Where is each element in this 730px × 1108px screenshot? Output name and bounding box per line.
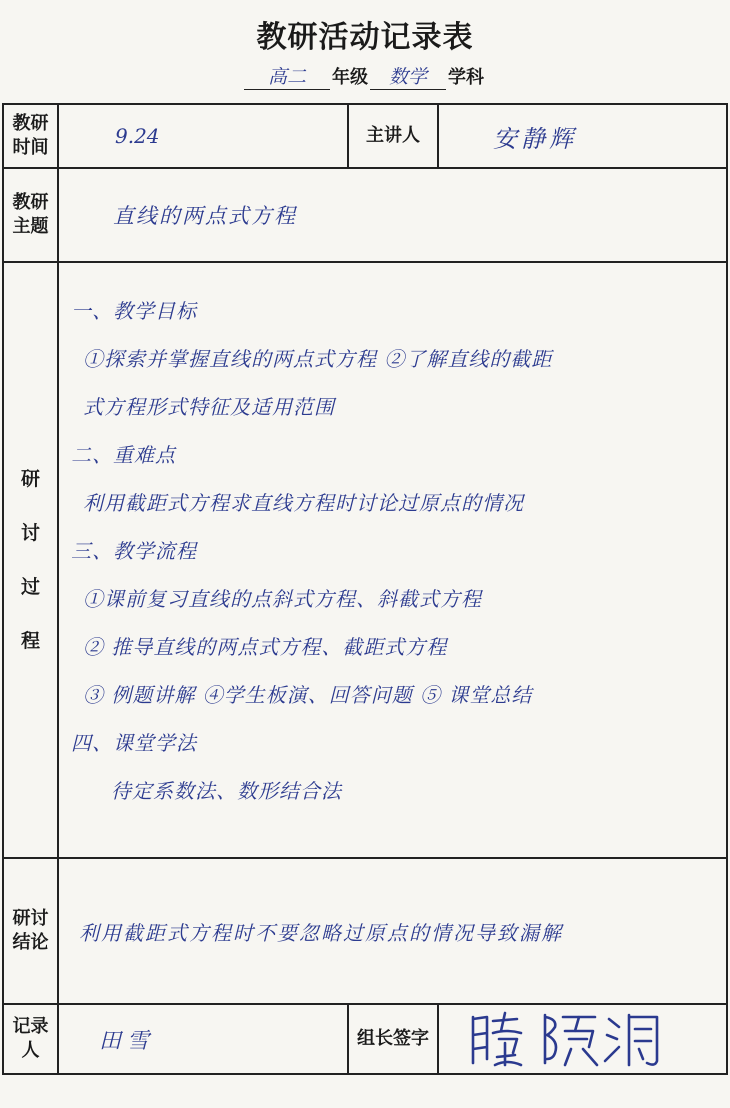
discussion-line: 四、课堂学法 xyxy=(71,731,197,755)
topic-label-text: 教研主题 xyxy=(12,192,49,237)
topic-label xyxy=(3,168,58,262)
time-label xyxy=(3,104,58,168)
recorder-label-text: 记录人 xyxy=(12,1016,49,1061)
row-conclusion xyxy=(3,858,727,1004)
leader-signature-field[interactable] xyxy=(438,1004,727,1074)
speaker-label: 主讲人 xyxy=(348,104,438,168)
page-title: 教研活动记录表 xyxy=(256,20,474,55)
discussion-line: 式方程形式特征及适用范围 xyxy=(83,395,335,419)
discussion-line: ② 推导直线的两点式方程、截距式方程 xyxy=(83,635,448,659)
grade-subject-line xyxy=(0,62,730,90)
time-field[interactable]: 9.24 xyxy=(58,104,348,168)
discussion-label-char: 讨 xyxy=(20,522,40,544)
row-discussion xyxy=(3,262,727,858)
discussion-line: 待定系数法、数形结合法 xyxy=(111,779,342,803)
leader-signature xyxy=(459,1009,699,1069)
subject-field[interactable]: 数学 xyxy=(370,62,446,90)
conclusion-label xyxy=(3,858,58,1004)
speaker-field[interactable]: 安静辉 xyxy=(438,104,727,168)
discussion-line: 一、教学目标 xyxy=(71,299,197,323)
time-label-text: 教研时间 xyxy=(12,113,49,158)
row-time xyxy=(3,104,727,168)
discussion-label-char: 过 xyxy=(20,576,40,598)
recorder-label xyxy=(3,1004,58,1074)
discussion-line: 二、重难点 xyxy=(71,443,176,467)
discussion-label xyxy=(3,262,58,858)
leader-label: 组长签字 xyxy=(348,1004,438,1074)
recorder-field[interactable]: 田雪 xyxy=(58,1004,348,1074)
discussion-content[interactable] xyxy=(58,262,727,858)
row-topic xyxy=(3,168,727,262)
discussion-label-char: 程 xyxy=(20,630,40,652)
conclusion-field[interactable]: 利用截距式方程时不要忽略过原点的情况导致漏解 xyxy=(58,858,727,1004)
discussion-line: 利用截距式方程求直线方程时讨论过原点的情况 xyxy=(83,491,524,515)
grade-label: 年级 xyxy=(332,67,368,88)
discussion-line: 三、教学流程 xyxy=(71,539,197,563)
row-footer xyxy=(3,1004,727,1074)
discussion-line: ③ 例题讲解 ④学生板演、回答问题 ⑤ 课堂总结 xyxy=(83,683,533,707)
discussion-line: ①探索并掌握直线的两点式方程 ②了解直线的截距 xyxy=(83,347,553,371)
subject-label: 学科 xyxy=(448,67,484,88)
record-table xyxy=(2,103,728,1075)
conclusion-label-text: 研讨结论 xyxy=(12,908,49,953)
discussion-label-char: 研 xyxy=(20,468,40,490)
discussion-line: ①课前复习直线的点斜式方程、斜截式方程 xyxy=(83,587,482,611)
topic-field[interactable]: 直线的两点式方程 xyxy=(58,168,727,262)
grade-field[interactable]: 高二 xyxy=(244,62,330,90)
